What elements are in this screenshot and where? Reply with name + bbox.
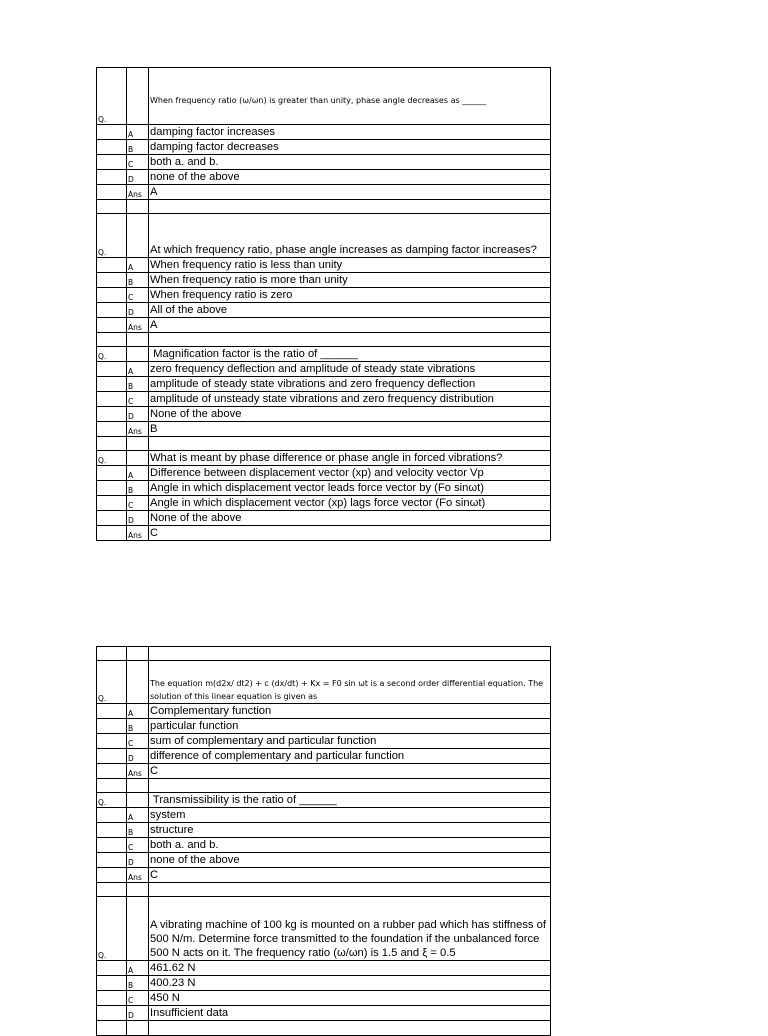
option-text: Angle in which displacement vector (xp) lags force vector (Fo sinωt): [149, 496, 551, 511]
option-letter: B: [127, 140, 149, 155]
option-text: structure: [149, 823, 551, 838]
option-letter: D: [127, 511, 149, 526]
option-text: none of the above: [149, 853, 551, 868]
question-text: When frequency ratio (ω/ωn) is greater than unity, phase angle decreases as ______: [149, 68, 551, 125]
question-marker: Q.: [97, 347, 127, 362]
option-row: [97, 481, 551, 496]
option-row: [97, 853, 551, 868]
option-text: Difference between displacement vector (xp) and velocity vector Vp: [149, 466, 551, 481]
option-text: both a. and b.: [149, 155, 551, 170]
question-row: [97, 68, 551, 125]
option-row: [97, 961, 551, 976]
option-text: system: [149, 808, 551, 823]
option-text: When frequency ratio is more than unity: [149, 273, 551, 288]
option-row: [97, 704, 551, 719]
answer-value: B: [149, 422, 551, 437]
option-row: [97, 496, 551, 511]
option-row: [97, 734, 551, 749]
option-text: damping factor increases: [149, 125, 551, 140]
option-row: [97, 511, 551, 526]
option-text: amplitude of unsteady state vibrations and zero frequency distribution: [149, 392, 551, 407]
option-row: [97, 808, 551, 823]
option-letter: B: [127, 273, 149, 288]
option-letter: B: [127, 719, 149, 734]
option-row: [97, 407, 551, 422]
answer-label: Ans: [127, 868, 149, 883]
question-row: [97, 451, 551, 466]
option-text: particular function: [149, 719, 551, 734]
question-marker: Q.: [97, 214, 127, 258]
answer-row: [97, 318, 551, 333]
answer-row: [97, 422, 551, 437]
answer-row: [97, 1021, 551, 1036]
option-letter: A: [127, 808, 149, 823]
answer-value: A: [149, 185, 551, 200]
option-letter: B: [127, 377, 149, 392]
question-text: Magnification factor is the ratio of ______: [149, 347, 551, 362]
option-letter: C: [127, 155, 149, 170]
option-text: difference of complementary and particular function: [149, 749, 551, 764]
question-row: [97, 897, 551, 961]
option-row: [97, 976, 551, 991]
spacer-row: [97, 779, 551, 793]
answer-row: [97, 185, 551, 200]
option-row: [97, 749, 551, 764]
option-row: [97, 362, 551, 377]
question-sheet-page-2: [96, 646, 551, 1036]
option-row: [97, 303, 551, 318]
option-letter: B: [127, 481, 149, 496]
option-letter: D: [127, 1006, 149, 1021]
answer-label: Ans: [127, 764, 149, 779]
option-row: [97, 125, 551, 140]
question-marker: Q.: [97, 451, 127, 466]
question-text: What is meant by phase difference or phase angle in forced vibrations?: [149, 451, 551, 466]
option-row: [97, 258, 551, 273]
option-letter: A: [127, 362, 149, 377]
question-marker: Q.: [97, 661, 127, 704]
option-text: All of the above: [149, 303, 551, 318]
option-row: [97, 1006, 551, 1021]
question-row: [97, 347, 551, 362]
spacer-row: [97, 200, 551, 214]
answer-value: C: [149, 764, 551, 779]
option-letter: D: [127, 170, 149, 185]
option-letter: A: [127, 704, 149, 719]
option-letter: C: [127, 392, 149, 407]
option-text: 400.23 N: [149, 976, 551, 991]
option-text: None of the above: [149, 407, 551, 422]
answer-value: C: [149, 526, 551, 541]
option-letter: D: [127, 853, 149, 868]
spacer-row: [97, 883, 551, 897]
answer-row: [97, 868, 551, 883]
option-text: zero frequency deflection and amplitude of steady state vibrations: [149, 362, 551, 377]
option-row: [97, 273, 551, 288]
option-row: [97, 170, 551, 185]
option-row: [97, 838, 551, 853]
question-text: The equation m(d2x/ dt2) + c (dx/dt) + Kx = F0 sin ωt is a second order differential equation. The solution of this linear equation is given as: [149, 661, 551, 704]
question-row: [97, 793, 551, 808]
option-letter: D: [127, 407, 149, 422]
option-letter: A: [127, 466, 149, 481]
option-letter: C: [127, 991, 149, 1006]
option-row: [97, 377, 551, 392]
answer-label: Ans: [127, 422, 149, 437]
option-letter: D: [127, 749, 149, 764]
question-marker: Q.: [97, 897, 127, 961]
answer-value: A: [149, 318, 551, 333]
answer-label: Ans: [127, 185, 149, 200]
option-letter: D: [127, 303, 149, 318]
answer-row: [97, 526, 551, 541]
spacer-row: [97, 437, 551, 451]
option-row: [97, 288, 551, 303]
question-marker: Q.: [97, 793, 127, 808]
question-marker: Q.: [97, 68, 127, 125]
option-text: amplitude of steady state vibrations and zero frequency deflection: [149, 377, 551, 392]
option-text: Angle in which displacement vector leads force vector by (Fo sinωt): [149, 481, 551, 496]
question-text: A vibrating machine of 100 kg is mounted on a rubber pad which has stiffness of 500 N/m. Determine force transmitted to the foundation if the unbalanced force 500 N acts on it. The frequency ratio (ω/ωn) is 1.5 and ξ = 0.5: [149, 897, 551, 961]
question-text: At which frequency ratio, phase angle increases as damping factor increases?: [149, 214, 551, 258]
option-text: sum of complementary and particular function: [149, 734, 551, 749]
option-row: [97, 140, 551, 155]
option-text: damping factor decreases: [149, 140, 551, 155]
question-sheet-page-1: [96, 67, 551, 541]
option-letter: C: [127, 838, 149, 853]
option-letter: B: [127, 976, 149, 991]
spacer-row: [97, 333, 551, 347]
answer-value: C: [149, 868, 551, 883]
option-text: none of the above: [149, 170, 551, 185]
option-text: When frequency ratio is less than unity: [149, 258, 551, 273]
option-text: both a. and b.: [149, 838, 551, 853]
option-text: Complementary function: [149, 704, 551, 719]
answer-label: Ans: [127, 526, 149, 541]
option-letter: B: [127, 823, 149, 838]
option-text: When frequency ratio is zero: [149, 288, 551, 303]
question-row: [97, 214, 551, 258]
option-letter: C: [127, 288, 149, 303]
option-text: Insufficient data: [149, 1006, 551, 1021]
option-row: [97, 823, 551, 838]
answer-label: Ans: [127, 318, 149, 333]
option-row: [97, 991, 551, 1006]
question-text: Transmissibility is the ratio of ______: [149, 793, 551, 808]
option-row: [97, 719, 551, 734]
question-row: [97, 661, 551, 704]
option-row: [97, 155, 551, 170]
option-text: None of the above: [149, 511, 551, 526]
option-text: 450 N: [149, 991, 551, 1006]
option-letter: A: [127, 258, 149, 273]
option-row: [97, 466, 551, 481]
option-letter: A: [127, 961, 149, 976]
spacer-row: [97, 647, 551, 661]
option-letter: C: [127, 496, 149, 511]
answer-row: [97, 764, 551, 779]
option-letter: A: [127, 125, 149, 140]
option-letter: C: [127, 734, 149, 749]
option-row: [97, 392, 551, 407]
option-text: 461.62 N: [149, 961, 551, 976]
